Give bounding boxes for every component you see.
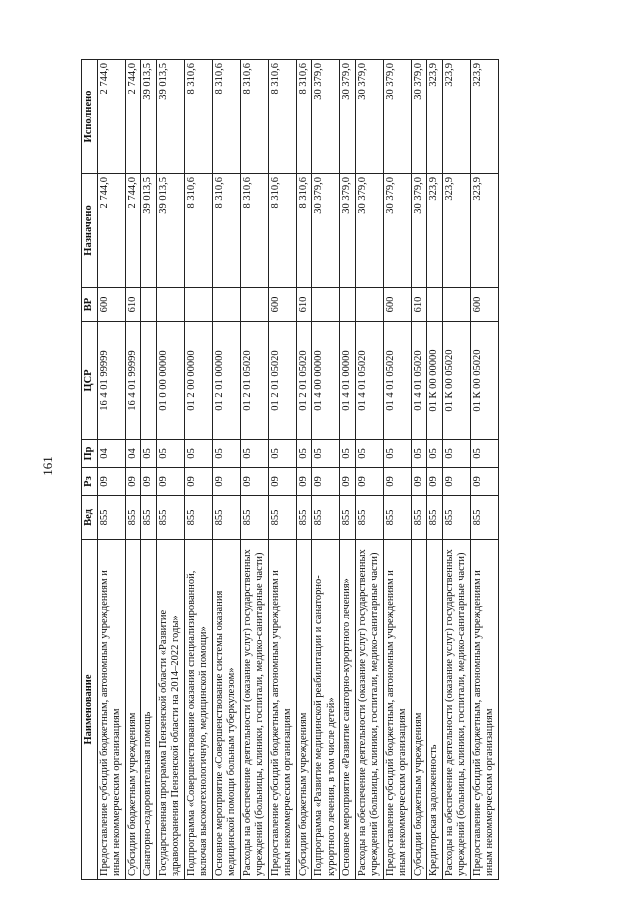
cell-ved: 855 — [125, 496, 141, 540]
cell-executed: 30 379,0 — [340, 60, 356, 174]
cell-vr — [442, 288, 470, 322]
cell-executed: 8 310,6 — [240, 60, 268, 174]
cell-assigned: 30 379,0 — [340, 174, 356, 288]
cell-rz: 09 — [184, 468, 212, 496]
cell-csr: 16 4 01 99999 — [97, 322, 125, 440]
cell-name: Расходы на обеспечение деятельности (оказание услуг) государственных учреждений (больницы, клиники, госпитали, медико-санитарные части) — [442, 540, 470, 880]
cell-executed: 8 310,6 — [296, 60, 312, 174]
cell-vr — [156, 288, 184, 322]
cell-vr — [340, 288, 356, 322]
cell-assigned: 323,9 — [427, 174, 443, 288]
cell-name: Расходы на обеспечение деятельности (оказание услуг) государственных учреждений (больницы, клиники, госпитали, медико-санитарные части) — [240, 540, 268, 880]
cell-vr — [240, 288, 268, 322]
cell-assigned: 2 744,0 — [97, 174, 125, 288]
cell-name: Предоставление субсидий бюджетным, автономным учреждениям и иным некоммерческим организациям — [97, 540, 125, 880]
cell-csr: 16 4 01 99999 — [125, 322, 141, 440]
cell-ved: 855 — [240, 496, 268, 540]
cell-csr: 01 2 00 00000 — [184, 322, 212, 440]
table-row — [212, 60, 240, 880]
cell-ved: 855 — [212, 496, 240, 540]
table-row — [141, 60, 157, 880]
cell-pr: 04 — [125, 440, 141, 468]
cell-pr: 05 — [340, 440, 356, 468]
cell-rz: 09 — [383, 468, 411, 496]
cell-executed: 323,9 — [470, 60, 498, 174]
cell-csr — [141, 322, 157, 440]
table-row — [296, 60, 312, 880]
cell-name: Кредиторская задолженность — [427, 540, 443, 880]
cell-pr: 05 — [296, 440, 312, 468]
cell-name: Субсидии бюджетным учреждениям — [125, 540, 141, 880]
cell-assigned: 30 379,0 — [355, 174, 383, 288]
cell-assigned: 8 310,6 — [268, 174, 296, 288]
cell-name: Субсидии бюджетным учреждениям — [296, 540, 312, 880]
cell-executed: 2 744,0 — [125, 60, 141, 174]
cell-pr: 05 — [470, 440, 498, 468]
cell-ved: 855 — [340, 496, 356, 540]
budget-table — [81, 59, 499, 880]
cell-name: Предоставление субсидий бюджетным, автономным учреждениям и иным некоммерческим организациям — [383, 540, 411, 880]
cell-rz: 09 — [442, 468, 470, 496]
cell-executed: 8 310,6 — [184, 60, 212, 174]
cell-pr: 05 — [411, 440, 427, 468]
cell-rz: 09 — [470, 468, 498, 496]
cell-pr: 05 — [355, 440, 383, 468]
cell-csr: 01 4 01 05020 — [383, 322, 411, 440]
cell-pr: 05 — [240, 440, 268, 468]
cell-pr: 05 — [156, 440, 184, 468]
cell-assigned: 39 013,5 — [141, 174, 157, 288]
cell-csr: 01 4 01 05020 — [411, 322, 427, 440]
table-row — [240, 60, 268, 880]
cell-executed: 2 744,0 — [97, 60, 125, 174]
cell-ved: 855 — [355, 496, 383, 540]
col-header-pr: Пр — [82, 440, 98, 468]
cell-name: Расходы на обеспечение деятельности (оказание услуг) государственных учреждений (больницы, клиники, госпитали, медико-санитарные части) — [355, 540, 383, 880]
cell-vr: 600 — [470, 288, 498, 322]
cell-csr: 01 2 01 05020 — [296, 322, 312, 440]
cell-pr: 05 — [184, 440, 212, 468]
cell-pr: 05 — [268, 440, 296, 468]
cell-assigned: 323,9 — [470, 174, 498, 288]
cell-csr: 01 0 00 00000 — [156, 322, 184, 440]
cell-ved: 855 — [411, 496, 427, 540]
cell-name: Предоставление субсидий бюджетным, автономным учреждениям и иным некоммерческим организациям — [268, 540, 296, 880]
cell-name: Подпрограмма «Совершенствование оказания специализированной, включая высокотехнологичную, медицинской помощи» — [184, 540, 212, 880]
cell-assigned: 30 379,0 — [383, 174, 411, 288]
cell-ved: 855 — [427, 496, 443, 540]
cell-ved: 855 — [470, 496, 498, 540]
cell-assigned: 8 310,6 — [212, 174, 240, 288]
cell-csr: 01 К 00 05020 — [442, 322, 470, 440]
cell-executed: 30 379,0 — [383, 60, 411, 174]
cell-vr — [184, 288, 212, 322]
cell-name: Основное мероприятие «Развитие санаторно-курортного лечения» — [340, 540, 356, 880]
cell-rz: 09 — [125, 468, 141, 496]
cell-csr: 01 4 01 00000 — [340, 322, 356, 440]
cell-ved: 855 — [141, 496, 157, 540]
cell-rz: 09 — [97, 468, 125, 496]
cell-pr: 05 — [383, 440, 411, 468]
cell-ved: 855 — [156, 496, 184, 540]
col-header-vr: ВР — [82, 288, 98, 322]
table-row — [156, 60, 184, 880]
col-header-csr: ЦСР — [82, 322, 98, 440]
cell-pr: 05 — [312, 440, 340, 468]
col-header-rz: Рз — [82, 468, 98, 496]
cell-csr: 01 2 01 05020 — [268, 322, 296, 440]
cell-vr — [312, 288, 340, 322]
cell-executed: 8 310,6 — [212, 60, 240, 174]
table-row — [312, 60, 340, 880]
cell-executed: 323,9 — [442, 60, 470, 174]
cell-executed: 30 379,0 — [312, 60, 340, 174]
cell-name: Предоставление субсидий бюджетным, автономным учреждениям и иным некоммерческим организациям — [470, 540, 498, 880]
cell-assigned: 8 310,6 — [240, 174, 268, 288]
cell-csr: 01 К 00 00000 — [427, 322, 443, 440]
cell-name: Подпрограмма «Развитие медицинской реабилитации и санаторно-курортного лечения, в том числе детей» — [312, 540, 340, 880]
cell-vr: 610 — [296, 288, 312, 322]
cell-ved: 855 — [442, 496, 470, 540]
cell-ved: 855 — [268, 496, 296, 540]
cell-ved: 855 — [312, 496, 340, 540]
cell-executed: 323,9 — [427, 60, 443, 174]
cell-executed: 30 379,0 — [411, 60, 427, 174]
col-header-ved: Вед — [82, 496, 98, 540]
table-row — [411, 60, 427, 880]
cell-pr: 05 — [141, 440, 157, 468]
cell-assigned: 323,9 — [442, 174, 470, 288]
cell-name: Субсидии бюджетным учреждениям — [411, 540, 427, 880]
table-row — [470, 60, 498, 880]
cell-name: Основное мероприятие «Совершенствование системы оказания медицинской помощи больным туберкулезом» — [212, 540, 240, 880]
cell-name: Санаторно-оздоровительная помощь — [141, 540, 157, 880]
cell-vr — [427, 288, 443, 322]
page-number: 161 — [40, 456, 55, 476]
cell-assigned: 8 310,6 — [184, 174, 212, 288]
cell-csr: 01 4 01 05020 — [355, 322, 383, 440]
cell-assigned: 39 013,5 — [156, 174, 184, 288]
table-row — [355, 60, 383, 880]
cell-rz: 09 — [156, 468, 184, 496]
cell-name: Государственная программа Пензенской области «Развитие здравоохранения Пензенской области на 2014–2022 годы» — [156, 540, 184, 880]
cell-ved: 855 — [97, 496, 125, 540]
cell-rz: 09 — [141, 468, 157, 496]
cell-rz: 09 — [340, 468, 356, 496]
cell-assigned: 8 310,6 — [296, 174, 312, 288]
col-header-executed: Исполнено — [82, 60, 98, 174]
cell-rz: 09 — [268, 468, 296, 496]
cell-ved: 855 — [184, 496, 212, 540]
cell-rz: 09 — [296, 468, 312, 496]
cell-executed: 39 013,5 — [156, 60, 184, 174]
cell-vr — [141, 288, 157, 322]
cell-assigned: 30 379,0 — [312, 174, 340, 288]
cell-executed: 30 379,0 — [355, 60, 383, 174]
cell-rz: 09 — [411, 468, 427, 496]
cell-vr: 600 — [383, 288, 411, 322]
cell-pr: 05 — [442, 440, 470, 468]
cell-csr: 01 4 00 00000 — [312, 322, 340, 440]
col-header-name: Наименование — [82, 540, 98, 880]
cell-csr: 01 2 01 05020 — [240, 322, 268, 440]
cell-rz: 09 — [312, 468, 340, 496]
cell-assigned: 2 744,0 — [125, 174, 141, 288]
col-header-assigned: Назначено — [82, 174, 98, 288]
cell-vr — [212, 288, 240, 322]
cell-assigned: 30 379,0 — [411, 174, 427, 288]
table-row — [442, 60, 470, 880]
cell-executed: 8 310,6 — [268, 60, 296, 174]
cell-executed: 39 013,5 — [141, 60, 157, 174]
cell-vr: 600 — [268, 288, 296, 322]
table-row — [427, 60, 443, 880]
table-row — [184, 60, 212, 880]
cell-vr: 610 — [411, 288, 427, 322]
cell-rz: 09 — [427, 468, 443, 496]
cell-rz: 09 — [212, 468, 240, 496]
rotated-page — [81, 60, 636, 880]
table-row — [268, 60, 296, 880]
table-row — [97, 60, 125, 880]
cell-csr: 01 2 01 00000 — [212, 322, 240, 440]
table-row — [340, 60, 356, 880]
table-row — [125, 60, 141, 880]
cell-vr: 600 — [97, 288, 125, 322]
cell-rz: 09 — [240, 468, 268, 496]
cell-vr — [355, 288, 383, 322]
cell-pr: 05 — [427, 440, 443, 468]
cell-ved: 855 — [383, 496, 411, 540]
cell-ved: 855 — [296, 496, 312, 540]
cell-rz: 09 — [355, 468, 383, 496]
cell-pr: 04 — [97, 440, 125, 468]
cell-pr: 05 — [212, 440, 240, 468]
cell-csr: 01 К 00 05020 — [470, 322, 498, 440]
table-row — [383, 60, 411, 880]
header-row — [82, 60, 98, 880]
cell-vr: 610 — [125, 288, 141, 322]
